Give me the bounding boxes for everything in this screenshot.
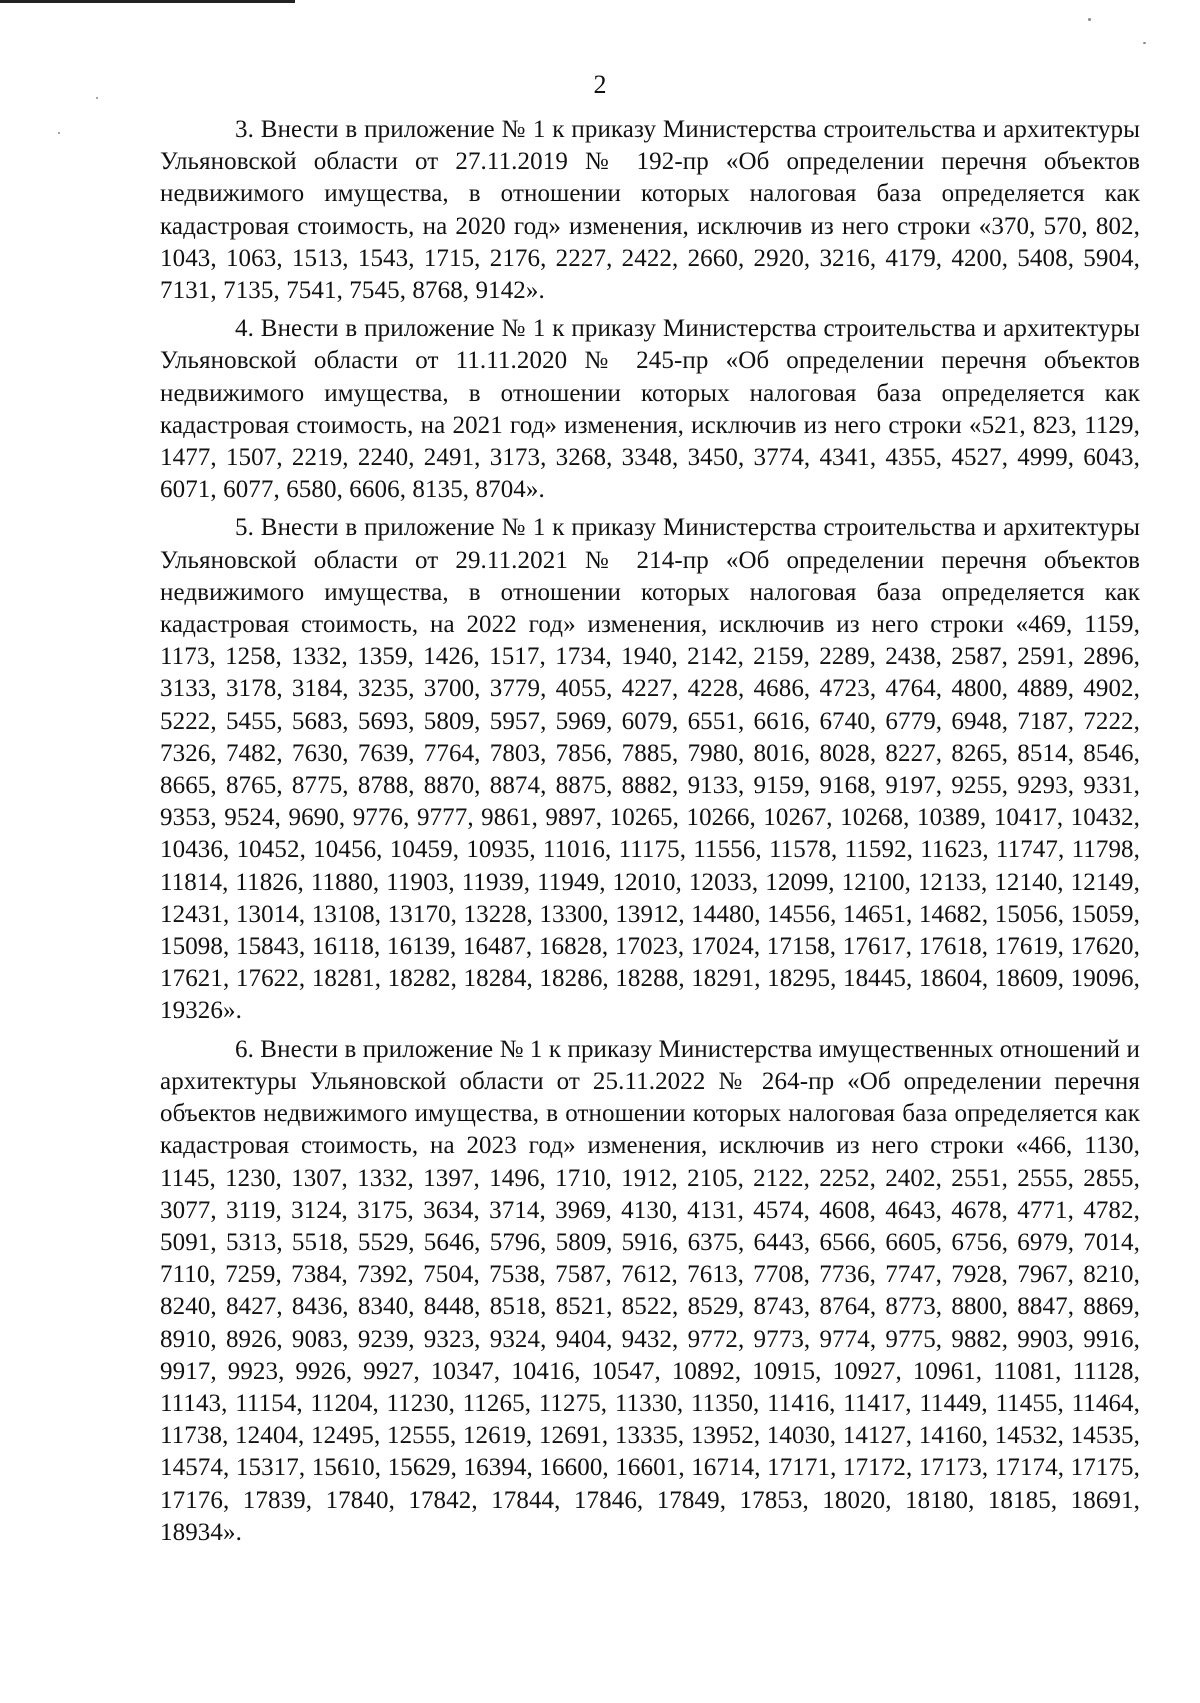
paragraph-3-close: ». [525, 277, 545, 305]
paragraph-4-row-list: 521, 823, 1129, 1477, 1507, 2219, 2240, 2491, 3173, 3268, 3348, 3450, 3774, 4341, 4355, 4527, 4999, 6043, 6071, 6077, 6580, 6606, 8135, 8704 [160, 411, 1140, 504]
paragraph-4-close: ». [525, 476, 545, 504]
scan-speck [1088, 18, 1091, 21]
scan-speck [1143, 42, 1146, 44]
paragraph-6-close: ». [223, 1518, 242, 1546]
paragraph-4 [160, 313, 1140, 506]
scan-top-rule [0, 0, 295, 3]
paragraph-3-row-list: 370, 570, 802, 1043, 1063, 1513, 1543, 1715, 2176, 2227, 2422, 2660, 2920, 3216, 4179, 4200, 5408, 5904, 7131, 7135, 7541, 7545, 8768, 9142 [160, 212, 1140, 305]
scan-speck [58, 132, 60, 134]
document-body [160, 114, 1140, 1555]
paragraph-4-text: 4. Внести в приложение № 1 к приказу Министерства строительства и архитектуры Ульяновской области от 11.11.2020 № 245-пр «Об определении перечня объектов недвижимого имущества, в отношении которых налоговая база определяется как кадастровая стоимость, на 2021 год» изменения, исключив из него строки « [160, 315, 1140, 439]
page-number: 2 [593, 70, 607, 99]
paragraph-5 [160, 512, 1140, 1027]
paragraph-6 [160, 1034, 1140, 1549]
paragraph-3-text: 3. Внести в приложение № 1 к приказу Министерства строительства и архитектуры Ульяновской области от 27.11.2019 № 192-пр «Об определении перечня объектов недвижимого имущества, в отношении которых налоговая база определяется как кадастровая стоимость, на 2020 год» изменения, исключив из него строки « [160, 116, 1140, 240]
paragraph-6-text: 6. Внести в приложение № 1 к приказу Министерства имущественных отношений и архитектуры Ульяновской области от 25.11.2022 № 264-пр «Об определении перечня объектов недвижимого имущества, в отношении которых налоговая база определяется как кадастровая стоимость, на 2023 год» изменения, исключив из него строки « [160, 1035, 1140, 1160]
paragraph-3 [160, 114, 1140, 307]
paragraph-6-row-list: 466, 1130, 1145, 1230, 1307, 1332, 1397, 1496, 1710, 1912, 2105, 2122, 2252, 2402, 2551, 2555, 2855, 3077, 3119, 3124, 3175, 3634, 3714, 3969, 4130, 4131, 4574, 4608, 4643, 4678, 4771, 4782, 5091, 5313, 5518, 5529, 5646, 5796, 5809, 5916, 6375, 6443, 6566, 6605, 6756, 6979, 7014, 7110, 7259, 7384, 7392, 7504, 7538, 7587, 7612, 7613, 7708, 7736, 7747, 7928, 7967, 8210, 8240, 8427, 8436, 8340, 8448, 8518, 8521, 8522, 8529, 8743, 8764, 8773, 8800, 8847, 8869, 8910, 8926, 9083, 9239, 9323, 9324, 9404, 9432, 9772, 9773, 9774, 9775, 9882, 9903, 9916, 9917, 9923, 9926, 9927, 10347, 10416, 10547, 10892, 10915, 10927, 10961, 11081, 11128, 11143, 11154, 11204, 11230, 11265, 11275, 11330, 11350, 11416, 11417, 11449, 11455, 11464, 11738, 12404, 12495, 12555, 12619, 12691, 13335, 13952, 14030, 14127, 14160, 14532, 14535, 14574, 15317, 15610, 15629, 16394, 16600, 16601, 16714, 17171, 17172, 17173, 17174, 17175, 17176, 17839, 17840, 17842, 17844, 17846, 17849, 17853, 18020, 18180, 18185, 18691, 18934 [160, 1132, 1140, 1546]
paragraph-5-close: ». [223, 997, 242, 1025]
paragraph-5-text: 5. Внести в приложение № 1 к приказу Министерства строительства и архитектуры Ульяновской области от 29.11.2021 № 214-пр «Об определении перечня объектов недвижимого имущества, в отношении которых налоговая база определяется как кадастровая стоимость, на 2022 год» изменения, исключив из него строки « [160, 514, 1140, 639]
paragraph-5-row-list: 469, 1159, 1173, 1258, 1332, 1359, 1426, 1517, 1734, 1940, 2142, 2159, 2289, 2438, 2587, 2591, 2896, 3133, 3178, 3184, 3235, 3700, 3779, 4055, 4227, 4228, 4686, 4723, 4764, 4800, 4889, 4902, 5222, 5455, 5683, 5693, 5809, 5957, 5969, 6079, 6551, 6616, 6740, 6779, 6948, 7187, 7222, 7326, 7482, 7630, 7639, 7764, 7803, 7856, 7885, 7980, 8016, 8028, 8227, 8265, 8514, 8546, 8665, 8765, 8775, 8788, 8870, 8874, 8875, 8882, 9133, 9159, 9168, 9197, 9255, 9293, 9331, 9353, 9524, 9690, 9776, 9777, 9861, 9897, 10265, 10266, 10267, 10268, 10389, 10417, 10432, 10436, 10452, 10456, 10459, 10935, 11016, 11175, 11556, 11578, 11592, 11623, 11747, 11798, 11814, 11826, 11880, 11903, 11939, 11949, 12010, 12033, 12099, 12100, 12133, 12140, 12149, 12431, 13014, 13108, 13170, 13228, 13300, 13912, 14480, 14556, 14651, 14682, 15056, 15059, 15098, 15843, 16118, 16139, 16487, 16828, 17023, 17024, 17158, 17617, 17618, 17619, 17620, 17621, 17622, 18281, 18282, 18284, 18286, 18288, 18291, 18295, 18445, 18604, 18609, 19096, 19326 [160, 611, 1140, 1025]
scan-speck [96, 97, 98, 99]
